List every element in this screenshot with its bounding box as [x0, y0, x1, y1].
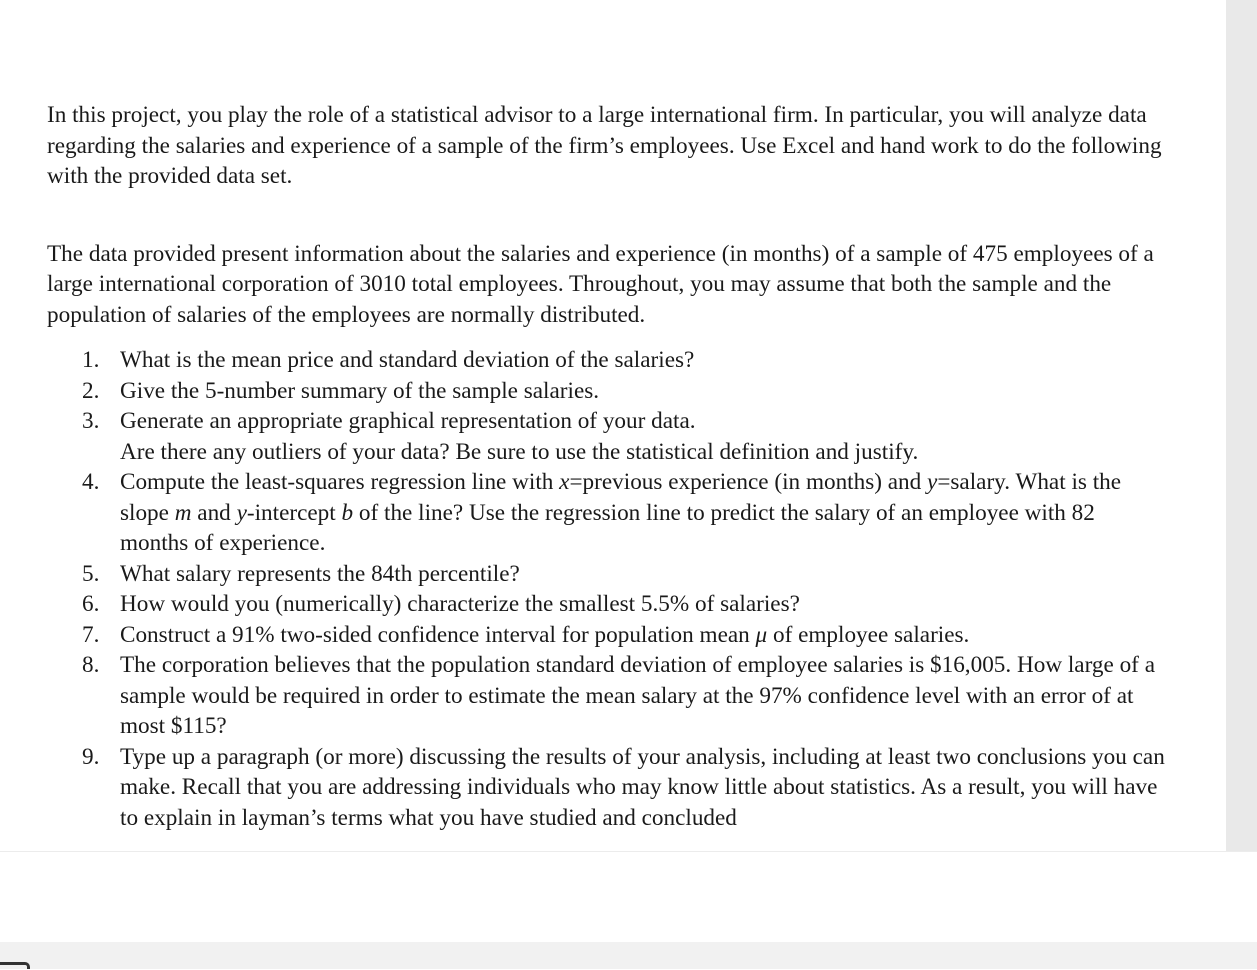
question-number: 3.: [82, 408, 100, 434]
list-item: [47, 589, 1167, 620]
question-text-part: =salary. What is the slope: [120, 469, 1122, 526]
intro-paragraph: In this project, you play the role of a statistical advisor to a large international firm. In particular, you will analyze data regarding the salaries and experience of a sample of the firm’s employees. Use Excel and hand work to do the following with the provided data set.: [47, 102, 1162, 189]
question-text: Type up a paragraph (or more) discussing the results of your analysis, including at least two conclusions you can make. Recall that you are addressing individuals who may know little about statistics. As a result, you will have to explain in layman’s terms what you have studied and concluded: [120, 743, 1165, 831]
question-number: 7.: [82, 621, 100, 648]
question-text: What salary represents the 84th percentile?: [120, 560, 520, 587]
question-number: 4.: [82, 469, 100, 495]
list-item: [47, 620, 1167, 651]
question-text-part: Compute the least-squares regression line with: [120, 469, 560, 495]
question-number: 5.: [82, 560, 100, 587]
math-variable-m: m: [174, 499, 192, 526]
question-number: 2.: [82, 377, 100, 404]
vertical-scrollbar[interactable]: [1226, 0, 1257, 851]
list-item: [47, 467, 1167, 559]
list-item: [47, 559, 1167, 590]
list-item: [47, 345, 1167, 376]
bottom-bar: [0, 942, 1257, 969]
corner-bracket-icon: [0, 962, 30, 969]
question-text: The corporation believes that the population standard deviation of employee salaries is $16,005. How large of a sample would be required in order to estimate the mean salary at the 97% confidence level with an error of at most $115?: [120, 652, 1155, 739]
question-text-part: -intercept: [246, 499, 342, 526]
question-text: What is the mean price and standard deviation of the salaries?: [120, 347, 695, 373]
question-number: 6.: [82, 591, 100, 617]
list-item: [47, 650, 1167, 742]
list-item: [47, 406, 1167, 467]
math-variable-mu: μ: [755, 621, 768, 648]
math-variable-y: y: [236, 499, 247, 526]
question-text-part: of employee salaries.: [767, 621, 970, 648]
question-number: 9.: [82, 743, 100, 770]
list-item: [47, 742, 1167, 834]
math-variable-x: x: [559, 469, 570, 495]
question-list: [47, 345, 1167, 833]
question-text-part: Construct a 91% two-sided confidence interval for population mean: [120, 621, 756, 648]
data-description-paragraph: The data provided present information about the salaries and experience (in months) of a sample of 475 employees of a large international corporation of 3010 total employees. Throughout, you may assume that both the sample and the population of salaries of the employees are normally distributed.: [47, 240, 1154, 328]
document-content: [47, 100, 1167, 833]
question-text: Give the 5-number summary of the sample salaries.: [120, 377, 600, 404]
question-text-part: =previous experience (in months) and: [569, 469, 928, 495]
question-subtext: Are there any outliers of your data? Be sure to use the statistical definition and justify.: [120, 438, 919, 465]
question-number: 8.: [82, 652, 100, 678]
question-number: 1.: [82, 347, 100, 373]
question-text: Generate an appropriate graphical representation of your data.: [120, 408, 696, 434]
question-text-part: of the line? Use the regression line to predict the salary of an employee with 82 months of experience.: [120, 499, 1095, 556]
question-text: How would you (numerically) characterize the smallest 5.5% of salaries?: [120, 591, 800, 617]
question-text-part: and: [191, 499, 237, 526]
math-variable-b: b: [341, 499, 354, 526]
math-variable-y: y: [927, 469, 938, 495]
list-item: [47, 376, 1167, 407]
